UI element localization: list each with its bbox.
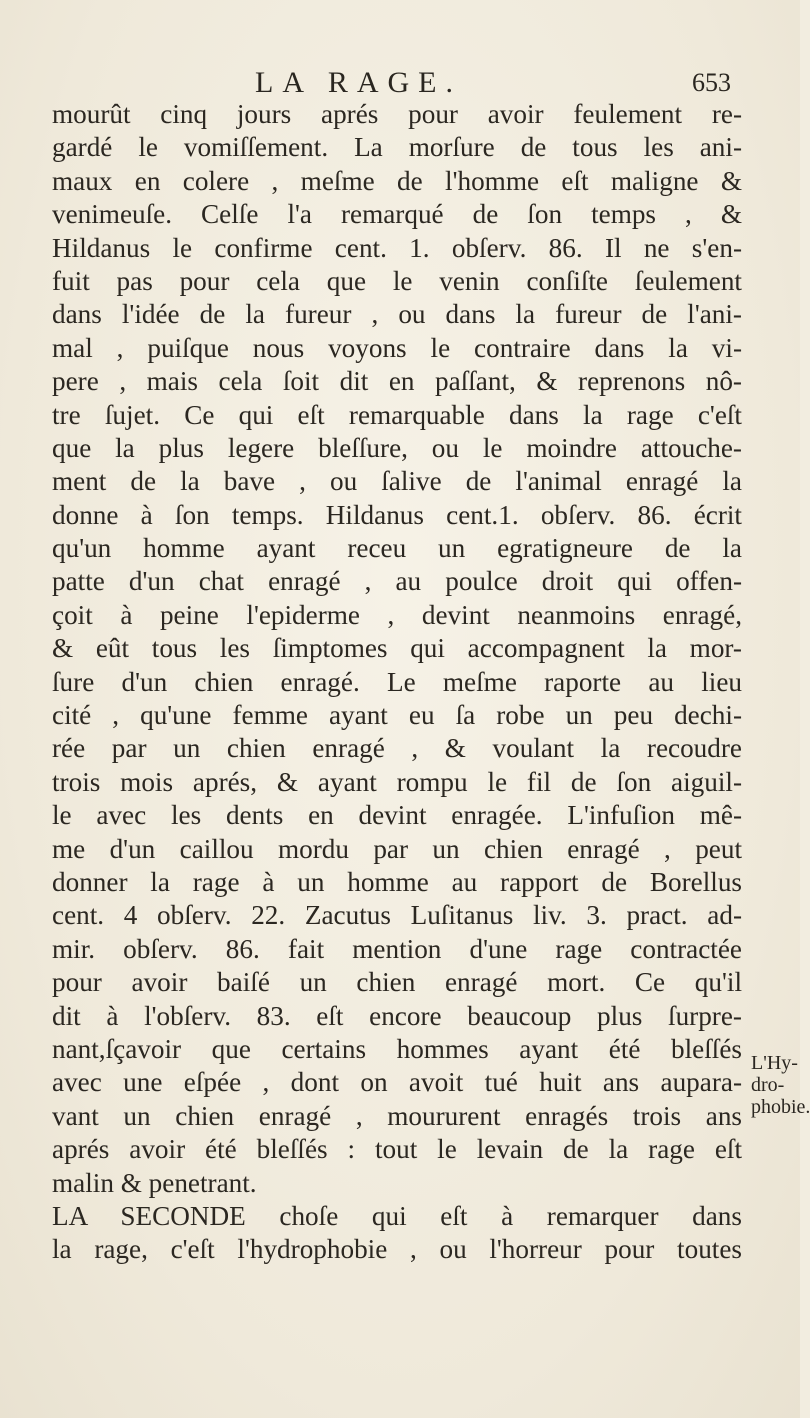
text-line: mir. obſerv. 86. fait mention d'une rage contractée (52, 933, 742, 964)
text-line: trois mois aprés, & ayant rompu le fil de ſon aiguil- (52, 766, 742, 797)
body-text (52, 98, 742, 1267)
text-line: fuit pas pour cela que le venin conſiſte ſeulement (52, 265, 742, 296)
text-line: que la plus legere bleſſure, ou le moindre attouche- (52, 432, 742, 463)
margin-note-line: phobie. (751, 1096, 810, 1118)
text-line: ſure d'un chien enragé. Le meſme raporte au lieu (52, 666, 742, 697)
text-line: qu'un homme ayant receu un egratigneure de la (52, 533, 742, 564)
text-line: mal , puiſque nous voyons le contraire dans la vi- (52, 332, 742, 363)
page-number: 653 (692, 68, 731, 97)
text-line: avec une eſpée , dont on avoit tué huit ans aupara- (52, 1067, 742, 1098)
text-line: vant un chien enragé , moururent enragés trois ans (52, 1100, 742, 1131)
text-line: pere , mais cela ſoit dit en paſſant, & reprenons nô- (52, 366, 742, 397)
text-line: çoit à peine l'epiderme , devint neanmoins enragé, (52, 599, 742, 630)
text-line: & eût tous les ſimptomes qui accompagnent la mor- (52, 633, 742, 664)
margin-note-line: L'Hy- (751, 1052, 798, 1074)
text-line: dans l'idée de la fureur , ou dans la fureur de l'ani- (52, 299, 742, 330)
text-line: Hildanus le confirme cent. 1. obſerv. 86. Il ne s'en- (52, 232, 742, 263)
text-line: la rage, c'eſt l'hydrophobie , ou l'horreur pour toutes (52, 1234, 742, 1265)
text-line: dit à l'obſerv. 83. eſt encore beaucoup plus ſurpre- (52, 1000, 742, 1031)
text-line: pour avoir baiſé un chien enragé mort. Ce qu'il (52, 967, 742, 998)
text-line: LA SECONDE choſe qui eſt à remarquer dans (52, 1200, 742, 1231)
text-line: gardé le vomiſſement. La morſure de tous les ani- (52, 132, 742, 163)
text-line: donne à ſon temps. Hildanus cent.1. obſerv. 86. écrit (52, 499, 742, 530)
text-line: maux en colere , meſme de l'homme eſt maligne & (52, 165, 742, 196)
text-line: venimeuſe. Celſe l'a remarqué de ſon temps , & (52, 199, 742, 230)
margin-note (751, 1052, 810, 1118)
margin-note-line: dro- (751, 1074, 785, 1096)
text-line: malin & penetrant. (52, 1167, 257, 1198)
text-line: me d'un caillou mordu par un chien enragé , peut (52, 833, 742, 864)
text-line: patte d'un chat enragé , au poulce droit qui offen- (52, 566, 742, 597)
text-line: mourût cinq jours aprés pour avoir feulement re- (52, 99, 742, 129)
text-line: rée par un chien enragé , & voulant la recoudre (52, 733, 742, 764)
text-line: le avec les dents en devint enragée. L'infuſion mê- (52, 800, 742, 831)
text-line: tre ſujet. Ce qui eſt remarquable dans la rage c'eſt (52, 399, 742, 430)
text-line: donner la rage à un homme au rapport de Borellus (52, 866, 742, 897)
text-line: cité , qu'une femme ayant eu ſa robe un peu dechi- (52, 700, 742, 731)
text-line: nant,ſçavoir que certains hommes ayant été bleſſés (52, 1033, 742, 1064)
running-title: LA RAGE. (255, 66, 462, 99)
text-line: cent. 4 obſerv. 22. Zacutus Luſitanus liv. 3. pract. ad- (52, 900, 742, 931)
text-line: aprés avoir été bleſſés : tout le levain de la rage eſt (52, 1134, 742, 1165)
text-line: ment de la bave , ou ſalive de l'animal enragé la (52, 466, 742, 497)
